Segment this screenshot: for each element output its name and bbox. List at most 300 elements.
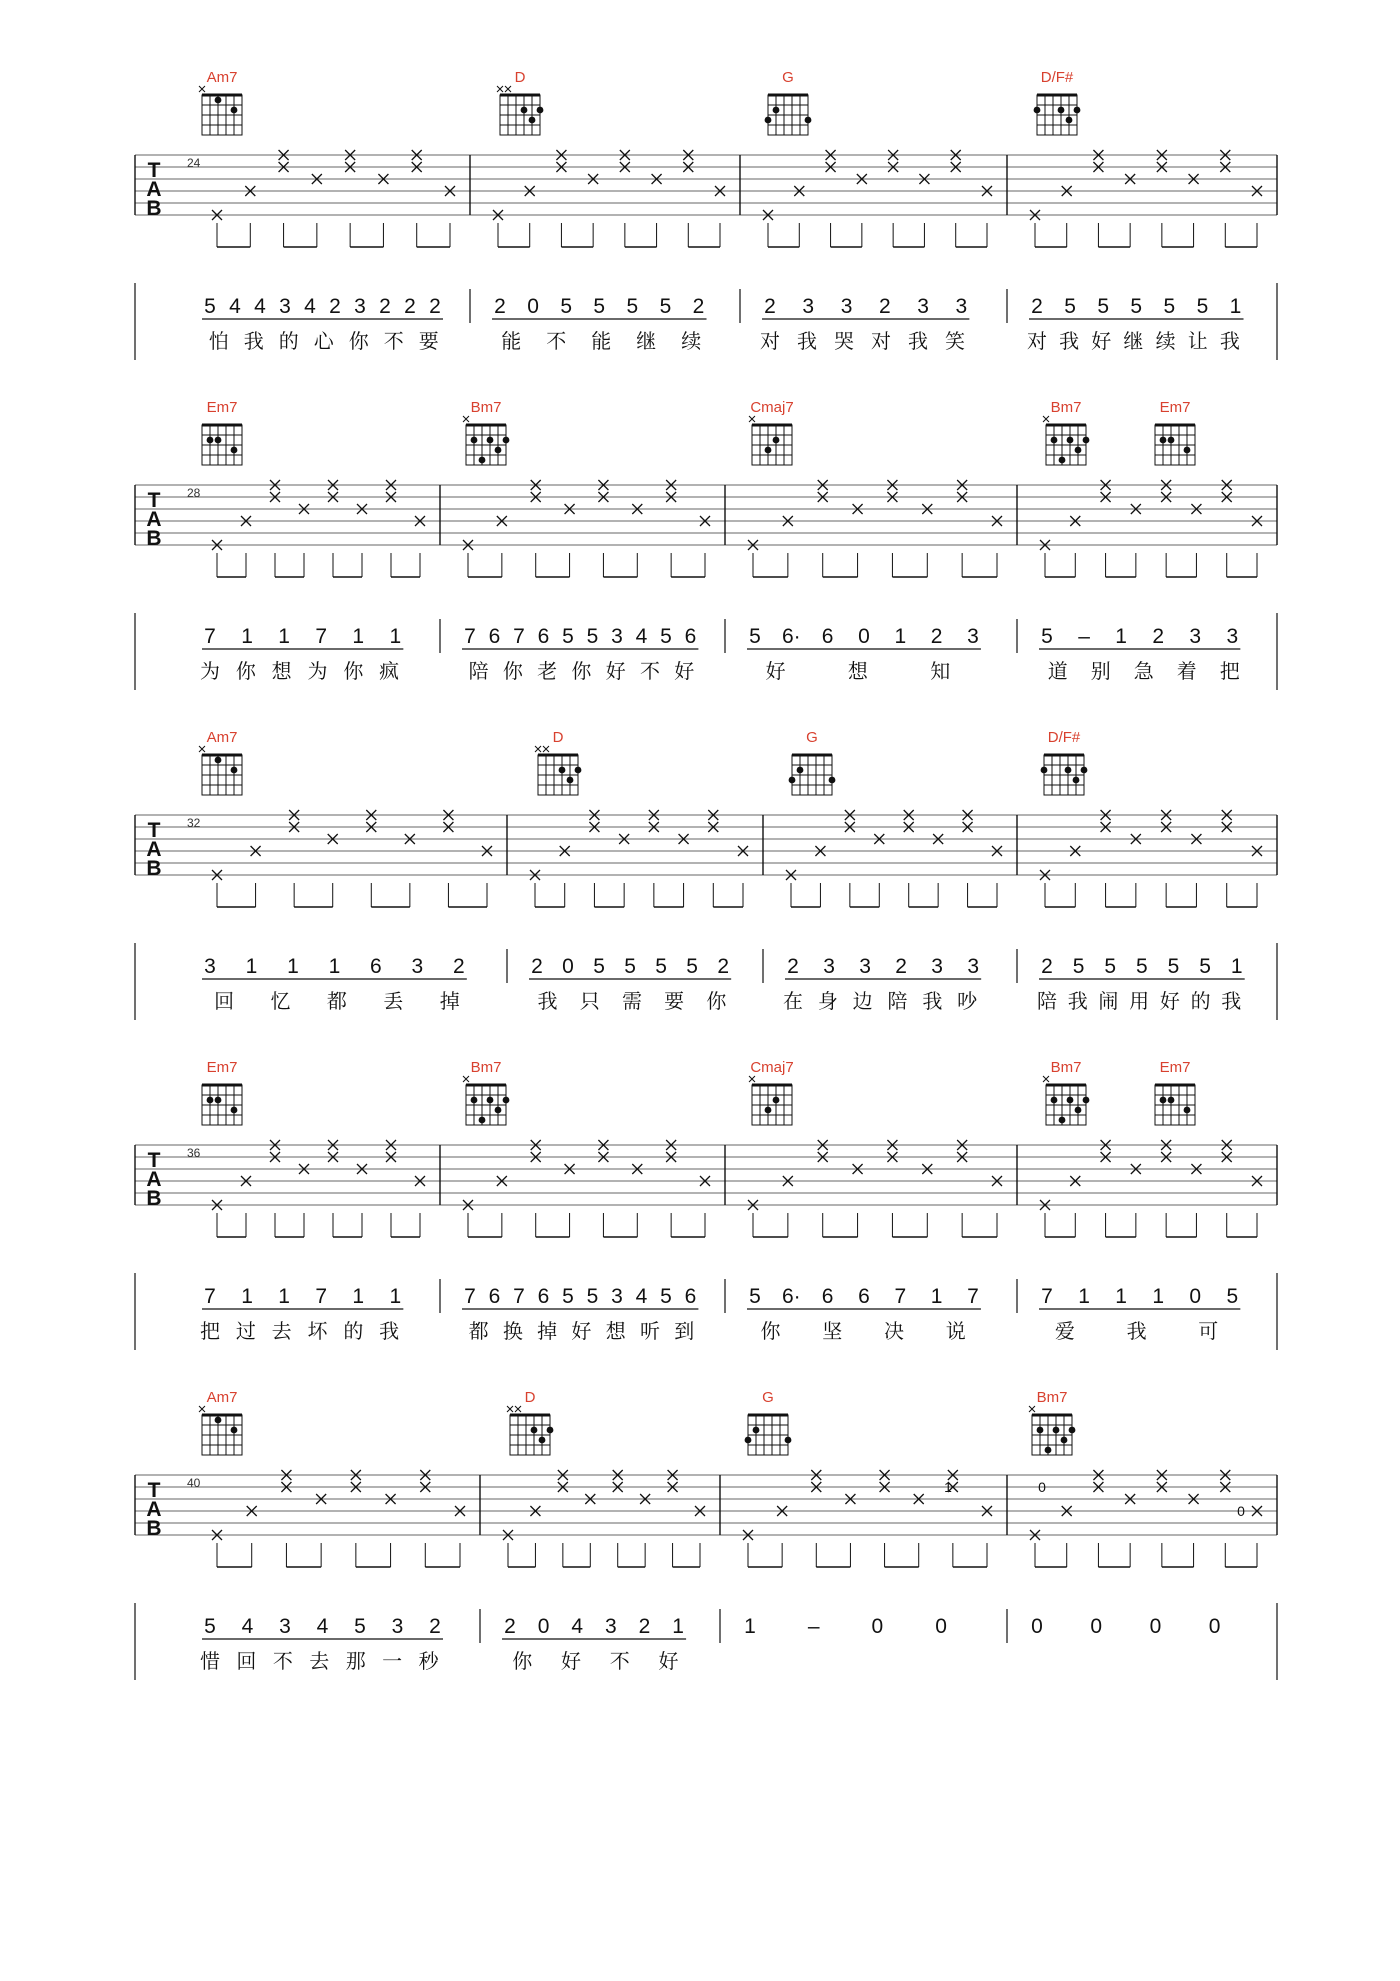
jianpu-note: 5 (749, 1285, 761, 1308)
tab-clef-letter: B (146, 197, 162, 220)
jianpu-note: 6 (537, 625, 550, 648)
lyric-char: 能 (501, 329, 522, 353)
jianpu-note: 5 (686, 955, 698, 978)
lyric-char: 要 (664, 989, 685, 1013)
muted-string-mark (1043, 416, 1049, 422)
lyric-char: 到 (674, 1319, 695, 1343)
finger-dot (215, 97, 222, 104)
lyric-char: 你 (571, 659, 592, 683)
finger-dot (231, 767, 238, 774)
finger-dot (1041, 767, 1048, 774)
jianpu-note: 3 (840, 295, 853, 318)
finger-dot (231, 447, 238, 454)
chord-name-label: Cmaj7 (750, 399, 794, 416)
finger-dot (1037, 1427, 1044, 1434)
jianpu-note: 1 (930, 1285, 943, 1308)
finger-dot (471, 437, 478, 444)
jianpu-note: 1 (278, 1285, 290, 1308)
finger-dot (495, 1107, 502, 1114)
bar-number: 32 (187, 816, 201, 830)
lyric-char: 我 (1219, 329, 1240, 353)
jianpu-note: 0 (1208, 1615, 1221, 1638)
jianpu-note: 3 (967, 625, 979, 648)
chord-name-label: Bm7 (470, 399, 502, 416)
finger-dot (529, 117, 536, 124)
tab-clef-letter: T (147, 1479, 161, 1502)
lyric-char: 听 (640, 1319, 660, 1343)
jianpu-note: 7 (204, 625, 216, 648)
jianpu-note: 5 (659, 295, 672, 318)
muted-string-mark (1043, 1076, 1049, 1082)
lyric-char: 续 (681, 329, 702, 353)
lyric-char: 把 (200, 1319, 220, 1343)
lyric-char: 笑 (945, 329, 965, 353)
jianpu-note: 5 (1136, 955, 1148, 978)
finger-dot (1081, 767, 1088, 774)
lyric-char: 决 (883, 1319, 904, 1343)
jianpu-note: 7 (513, 1285, 525, 1308)
bar-number: 40 (187, 1476, 201, 1490)
jianpu-note: 3 (391, 1615, 404, 1638)
jianpu-note: 1 (1078, 1285, 1090, 1308)
chord-name-label: G (806, 729, 818, 746)
chord-diagram (1155, 425, 1195, 465)
finger-dot (765, 447, 772, 454)
lyric-char: 你 (760, 1319, 781, 1343)
jianpu-note: 3 (354, 295, 366, 318)
jianpu-note: 1 (894, 625, 907, 648)
lyric-char: 老 (537, 659, 558, 683)
jianpu-note: 1 (328, 955, 341, 978)
jianpu-note: 3 (279, 295, 291, 318)
jianpu-note: 2 (429, 1615, 441, 1638)
finger-dot (479, 1117, 486, 1124)
jianpu-note: 0 (935, 1615, 947, 1638)
jianpu-note: 5 (593, 295, 606, 318)
chord-name-label: G (782, 69, 794, 86)
jianpu-note: 3 (1226, 625, 1239, 648)
jianpu-note: 7 (967, 1285, 979, 1308)
jianpu-note: 3 (917, 295, 929, 318)
finger-dot (1045, 1447, 1052, 1454)
jianpu-note: 3 (967, 955, 980, 978)
lyric-char: 好 (1091, 329, 1112, 353)
lyric-char: 用 (1129, 989, 1150, 1013)
jianpu-note: 1 (1115, 1285, 1127, 1308)
jianpu-note: 2 (1031, 295, 1043, 318)
finger-dot (215, 757, 222, 764)
lyric-char: 好 (560, 1649, 581, 1673)
chord-name-label: Bm7 (1050, 399, 1082, 416)
jianpu-note: 2 (692, 295, 705, 318)
jianpu-note: 7 (204, 1285, 216, 1308)
chord-diagram (463, 416, 509, 465)
lyric-char: 不 (546, 329, 567, 353)
tab-clef-letter: T (147, 489, 161, 512)
lyric-char: 爱 (1054, 1319, 1075, 1343)
jianpu-note: 5 (1163, 295, 1176, 318)
chord-name-label: Em7 (1159, 1059, 1191, 1076)
lyric-char: 一 (382, 1649, 403, 1673)
lyric-char: 续 (1155, 329, 1176, 353)
lyric-char: 闹 (1098, 989, 1119, 1013)
tab-clef-letter: A (146, 1498, 162, 1521)
tab-clef-letter: B (146, 527, 162, 550)
chord-diagram (789, 755, 836, 795)
chord-name-label: Em7 (206, 1059, 238, 1076)
lyric-char: 我 (1126, 1319, 1147, 1343)
lyric-char: 知 (930, 659, 951, 683)
chord-diagram (1043, 1076, 1089, 1125)
bar-number: 24 (187, 156, 201, 170)
jianpu-note: 4 (635, 625, 648, 648)
finger-dot (1160, 1097, 1167, 1104)
finger-dot (1160, 437, 1167, 444)
lyric-char: 我 (797, 329, 817, 353)
muted-string-mark (463, 416, 469, 422)
chord-diagram (535, 746, 581, 795)
jianpu-note: 2 (494, 295, 506, 318)
jianpu-note: 2 (452, 955, 465, 978)
jianpu-note: 2 (878, 295, 891, 318)
jianpu-note: 6 (488, 1285, 501, 1308)
tab-clef-letter: A (146, 1168, 162, 1191)
finger-dot (479, 457, 486, 464)
lyric-char: 想 (605, 1319, 626, 1343)
jianpu-note: 0 (858, 625, 870, 648)
lyric-char: 急 (1133, 659, 1154, 683)
muted-string-mark (543, 746, 549, 752)
jianpu-note: 6· (781, 625, 801, 648)
finger-dot (471, 1097, 478, 1104)
jianpu-note: 0 (1189, 1285, 1202, 1308)
finger-dot (537, 107, 544, 114)
finger-dot (785, 1437, 792, 1444)
jianpu-note: 0 (1090, 1615, 1103, 1638)
lyric-char: 惜 (200, 1649, 220, 1673)
jianpu-note: 0 (562, 955, 574, 978)
lyric-char: 为 (200, 659, 220, 683)
lyric-char: 让 (1187, 329, 1208, 353)
lyric-char: 你 (348, 329, 369, 353)
lyric-char: 回 (214, 989, 235, 1013)
jianpu-note: 2 (764, 295, 776, 318)
jianpu-note: – (1078, 625, 1090, 648)
lyric-char: 想 (847, 659, 868, 683)
finger-dot (1073, 777, 1080, 784)
finger-dot (773, 107, 780, 114)
chord-diagram (745, 1415, 792, 1455)
jianpu-note: 1 (241, 625, 253, 648)
tab-clef-letter: B (146, 1517, 162, 1540)
finger-dot (487, 1097, 494, 1104)
chord-name-label: Cmaj7 (750, 1059, 794, 1076)
jianpu-note: 6 (858, 1285, 870, 1308)
jianpu-note: 3 (931, 955, 943, 978)
jianpu-note: 2 (379, 295, 391, 318)
chord-name-label: Am7 (206, 1389, 238, 1406)
jianpu-note: 5 (562, 1285, 574, 1308)
jianpu-note: 2 (638, 1615, 651, 1638)
jianpu-note: 1 (1230, 955, 1243, 978)
finger-dot (1067, 437, 1074, 444)
lyric-char: 那 (345, 1649, 366, 1673)
jianpu-note: 4 (304, 295, 316, 318)
lyric-char: 我 (537, 989, 558, 1013)
lyric-char: 去 (309, 1649, 330, 1673)
jianpu-note: 5 (749, 625, 761, 648)
lyric-char: 要 (418, 329, 439, 353)
lyric-char: 的 (278, 329, 299, 353)
lyric-char: 的 (343, 1319, 364, 1343)
muted-string-mark (505, 86, 511, 92)
chord-diagram (202, 425, 242, 465)
lyric-char: 好 (674, 659, 695, 683)
finger-dot (503, 437, 510, 444)
jianpu-note: 5 (1064, 295, 1076, 318)
tab-clef-letter: A (146, 838, 162, 861)
lyric-char: 吵 (957, 989, 978, 1013)
lyric-char: 怕 (208, 329, 229, 353)
jianpu-note: 7 (513, 625, 525, 648)
lyric-char: 边 (852, 989, 873, 1013)
finger-dot (1168, 1097, 1175, 1104)
chord-name-label: D (514, 69, 526, 86)
chord-diagram (1155, 1085, 1195, 1125)
chord-name-label: Bm7 (470, 1059, 502, 1076)
finger-dot (521, 107, 528, 114)
finger-dot (231, 107, 238, 114)
muted-string-mark (535, 746, 541, 752)
muted-string-mark (749, 416, 755, 422)
chord-diagram (1041, 755, 1088, 795)
jianpu-note: 3 (611, 1285, 623, 1308)
finger-dot (1184, 447, 1191, 454)
lyric-char: 疯 (379, 659, 400, 683)
finger-dot (547, 1427, 554, 1434)
lyric-char: 不 (272, 1649, 293, 1673)
finger-dot (1059, 1117, 1066, 1124)
jianpu-note: 5 (586, 625, 599, 648)
chord-name-label: Em7 (206, 399, 238, 416)
lyric-char: 不 (640, 659, 660, 683)
jianpu-note: 7 (315, 625, 328, 648)
lyric-char: 对 (760, 329, 780, 353)
muted-string-mark (749, 1076, 755, 1082)
jianpu-note: 5 (626, 295, 639, 318)
jianpu-note: 0 (1149, 1615, 1162, 1638)
finger-dot (1083, 1097, 1090, 1104)
finger-dot (765, 1107, 772, 1114)
jianpu-note: 5 (562, 625, 574, 648)
lyric-char: 掉 (439, 989, 460, 1013)
chord-name-label: D/F# (1047, 729, 1081, 746)
finger-dot (487, 437, 494, 444)
jianpu-note: 0 (1031, 1615, 1043, 1638)
jianpu-note: 1 (278, 625, 290, 648)
lyric-char: 你 (235, 659, 256, 683)
chord-name-label: Am7 (206, 69, 238, 86)
jianpu-note: 4 (635, 1285, 648, 1308)
lyric-char: 你 (512, 1649, 533, 1673)
jianpu-note: 1 (241, 1285, 253, 1308)
chord-diagram (749, 416, 792, 465)
lyric-char: 好 (658, 1649, 679, 1673)
jianpu-note: 1 (245, 955, 258, 978)
lyric-char: 不 (609, 1649, 630, 1673)
chord-diagram (199, 86, 242, 135)
finger-dot (1059, 457, 1066, 464)
jianpu-note: 2 (329, 295, 341, 318)
jianpu-note: 1 (389, 1285, 402, 1308)
jianpu-note: 2 (1041, 955, 1053, 978)
jianpu-note: 6 (488, 625, 501, 648)
jianpu-note: 3 (605, 1615, 617, 1638)
chord-diagram (463, 1076, 509, 1125)
lyric-char: 我 (243, 329, 264, 353)
finger-dot (789, 777, 796, 784)
jianpu-note: 7 (315, 1285, 328, 1308)
jianpu-note: 7 (894, 1285, 907, 1308)
jianpu-note: 5 (1196, 295, 1209, 318)
bar-number: 36 (187, 1146, 201, 1160)
lyric-char: 哭 (834, 329, 854, 353)
jianpu-note: 1 (672, 1615, 684, 1638)
jianpu-note: 5 (1104, 955, 1117, 978)
finger-dot (231, 1107, 238, 1114)
lyric-char: 只 (579, 989, 600, 1013)
jianpu-note: 7 (1041, 1285, 1053, 1308)
finger-dot (1083, 437, 1090, 444)
finger-dot (215, 1097, 222, 1104)
finger-dot (797, 767, 804, 774)
finger-dot (1074, 107, 1081, 114)
tab-clef-letter: B (146, 857, 162, 880)
lyric-char: 需 (621, 989, 642, 1013)
jianpu-note: 5 (655, 955, 667, 978)
lyric-char: 好 (605, 659, 626, 683)
tab-clef-letter: T (147, 1149, 161, 1172)
chord-diagram (749, 1076, 792, 1125)
jianpu-note: 3 (611, 625, 623, 648)
chord-name-label: D (524, 1389, 536, 1406)
finger-dot (207, 437, 214, 444)
chord-name-label: D (552, 729, 564, 746)
jianpu-note: 2 (717, 955, 730, 978)
fret-number: 0 (1237, 1503, 1245, 1519)
finger-dot (745, 1437, 752, 1444)
jianpu-note: 6· (781, 1285, 801, 1308)
lyric-char: 坏 (307, 1319, 328, 1343)
lyric-char: 对 (871, 329, 891, 353)
finger-dot (231, 1427, 238, 1434)
jianpu-note: 1 (744, 1615, 756, 1638)
tab-clef-letter: T (147, 819, 161, 842)
jianpu-note: 6 (684, 1285, 697, 1308)
finger-dot (559, 767, 566, 774)
finger-dot (1066, 117, 1073, 124)
finger-dot (765, 117, 772, 124)
chord-diagram (1029, 1406, 1075, 1455)
lyric-char: 的 (1190, 989, 1211, 1013)
lyric-char: 陪 (887, 989, 908, 1013)
finger-dot (773, 437, 780, 444)
finger-dot (1067, 1097, 1074, 1104)
jianpu-note: 2 (404, 295, 416, 318)
jianpu-note: 1 (287, 955, 299, 978)
jianpu-note: 5 (593, 955, 605, 978)
jianpu-note: 5 (1167, 955, 1180, 978)
jianpu-note: 7 (464, 1285, 476, 1308)
lyric-char: 道 (1047, 659, 1068, 683)
jianpu-note: 5 (1072, 955, 1085, 978)
jianpu-note: 1 (389, 625, 402, 648)
lyric-char: 我 (1059, 329, 1080, 353)
lyric-char: 都 (326, 989, 347, 1013)
lyric-char: 我 (1067, 989, 1088, 1013)
jianpu-note: 2 (531, 955, 543, 978)
lyric-char: 心 (313, 329, 334, 353)
tab-clef-letter: A (146, 178, 162, 201)
lyric-char: 去 (271, 1319, 292, 1343)
finger-dot (1051, 1097, 1058, 1104)
lyric-char: 把 (1219, 659, 1240, 683)
jianpu-note: 5 (1226, 1285, 1239, 1308)
jianpu-note: 5 (586, 1285, 599, 1308)
chord-name-label: Bm7 (1050, 1059, 1082, 1076)
jianpu-note: 7 (464, 625, 476, 648)
finger-dot (829, 777, 836, 784)
jianpu-note: 0 (537, 1615, 550, 1638)
chord-diagram (199, 746, 242, 795)
lyric-char: 你 (343, 659, 364, 683)
lyric-char: 别 (1090, 659, 1111, 683)
finger-dot (531, 1427, 538, 1434)
jianpu-note: 3 (411, 955, 424, 978)
lyric-char: 对 (1027, 329, 1047, 353)
lyric-char: 你 (706, 989, 727, 1013)
finger-dot (1034, 107, 1041, 114)
jianpu-note: 5 (1097, 295, 1110, 318)
tab-clef-letter: B (146, 1187, 162, 1210)
lyric-char: 说 (945, 1319, 966, 1343)
jianpu-note: 5 (354, 1615, 366, 1638)
finger-dot (539, 1437, 546, 1444)
lyric-char: 过 (235, 1319, 256, 1343)
lyric-char: 你 (502, 659, 523, 683)
finger-dot (1058, 107, 1065, 114)
jianpu-note: 4 (254, 295, 266, 318)
lyric-char: 忆 (270, 989, 291, 1013)
finger-dot (805, 117, 812, 124)
jianpu-note: 2 (895, 955, 907, 978)
finger-dot (503, 1097, 510, 1104)
jianpu-note: 3 (859, 955, 871, 978)
finger-dot (1051, 437, 1058, 444)
jianpu-note: 2 (429, 295, 441, 318)
jianpu-note: 6 (537, 1285, 550, 1308)
finger-dot (1075, 447, 1082, 454)
jianpu-note: 2 (1152, 625, 1165, 648)
finger-dot (1184, 1107, 1191, 1114)
lyric-char: 继 (636, 329, 657, 353)
lyric-char: 丢 (383, 989, 404, 1013)
chord-name-label: Em7 (1159, 399, 1191, 416)
chord-diagram (1034, 95, 1081, 135)
lyric-char: 在 (783, 989, 803, 1013)
jianpu-note: 3 (802, 295, 815, 318)
jianpu-note: 5 (624, 955, 636, 978)
